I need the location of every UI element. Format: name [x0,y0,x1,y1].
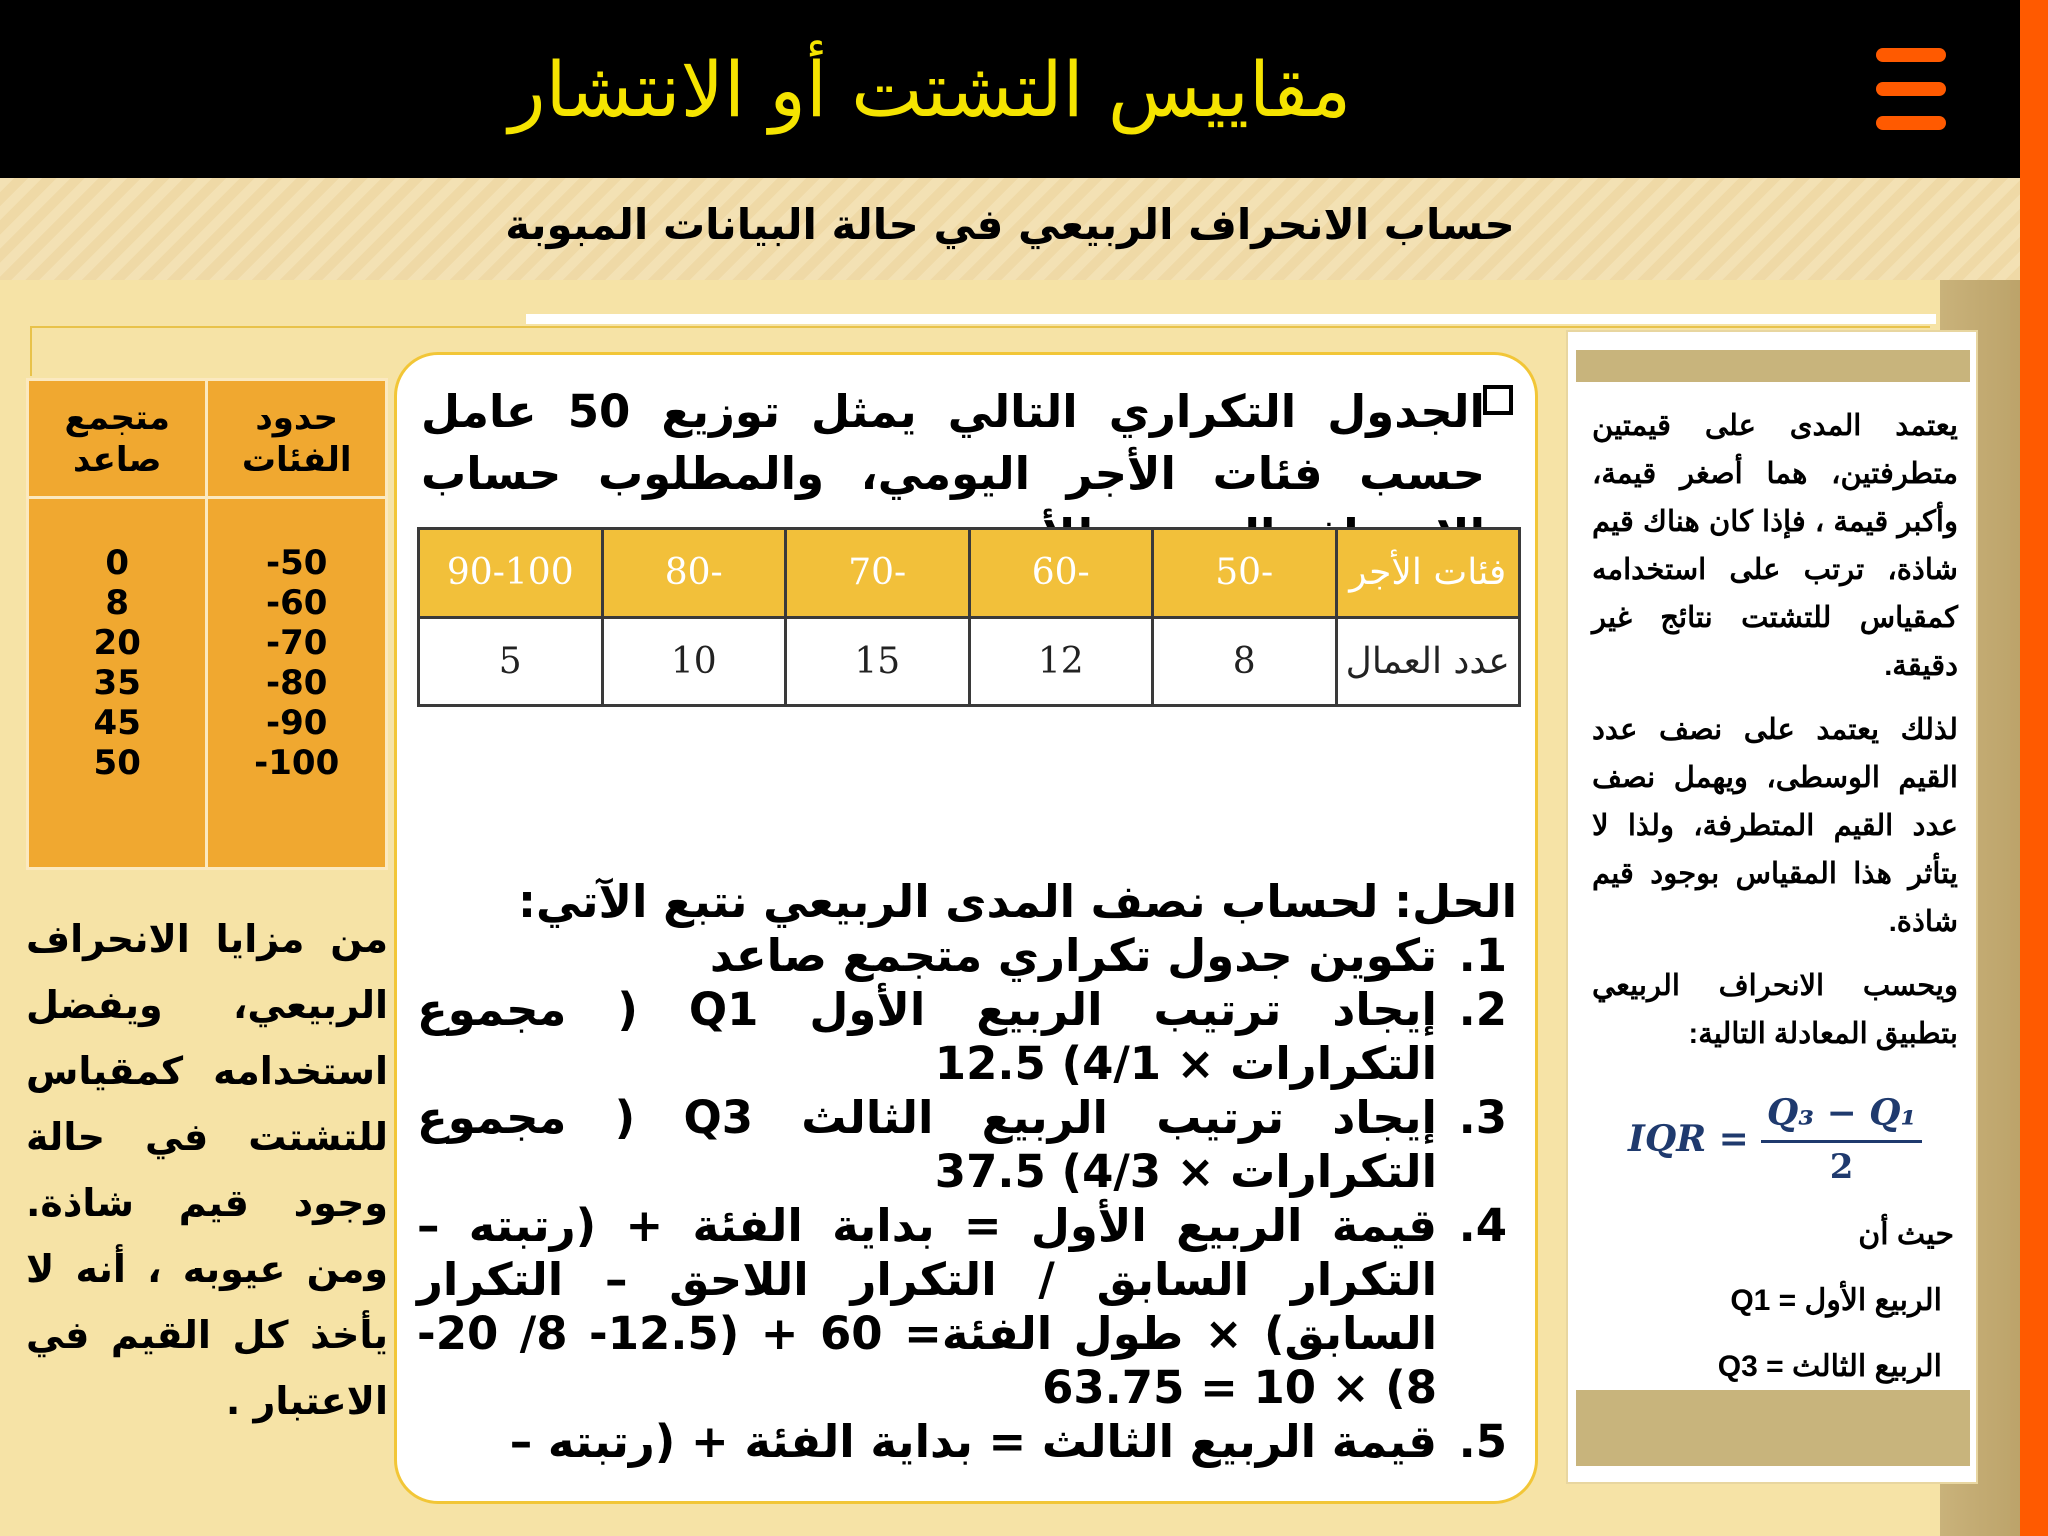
iqr-formula [1628,1084,1948,1194]
solution-intro: الحل: لحساب نصف المدى الربيعي نتبع الآتي: [518,875,1517,928]
class-limit: -100 [254,743,340,783]
class-limit: -50 [265,543,328,583]
ascending-value: 20 [93,623,141,663]
header-class-limits: حدود الفئات [207,380,387,498]
wage-class-cell: 80- [602,529,786,618]
example-card [394,352,1538,1504]
solution-step: 4. قيمة الربيع الأول = بداية الفئة + (رتبته – التكرار السابق / التكرار اللاحق – التكرار السابق) × طول الفئة= 60 + (12.5- 8/ 20-8) × 10 = 63.75 [417,1199,1443,1415]
slide-title: مقاييس التشتت أو الانتشار [508,44,1352,134]
solution-block [417,875,1517,1469]
outline-line-left [30,326,32,376]
advantages-text: من مزايا الانحراف الربيعي، ويفضل استخدامه كمقياس للتشتت في حالة وجود قيم شاذة. ومن عيوبه ، أنه لا يأخذ كل القيم في الاعتبار . [26,917,388,1423]
formula-denominator: 2 [1829,1146,1854,1187]
worker-count-cell: 12 [969,617,1153,706]
ascending-value: 8 [105,583,130,623]
class-limit: -80 [265,663,328,703]
hamburger-icon[interactable] [1876,48,1946,130]
slide-subtitle: حساب الانحراف الربيعي في حالة البيانات المبوبة [505,199,1515,249]
class-limit: -70 [265,623,328,663]
worker-count-cell: 15 [786,617,970,706]
class-limits-column [207,498,387,869]
explanation-text [1592,402,1958,1074]
accent-edge [2020,0,2048,1536]
cumulative-table [26,378,388,870]
wage-table [417,527,1521,707]
explanation-paragraph: يعتمد المدى على قيمتين متطرفتين، هما أصغر قيمة، وأكبر قيمة ، فإذا كان هناك قيم شاذة، ترتب على استخدامه كمقياس للتشتت نتائج غير دقيقة. [1592,410,1958,682]
solution-steps [417,929,1517,1469]
ascending-value: 50 [93,743,141,783]
explanation-paragraph: ويحسب الانحراف الربيعي بتطبيق المعادلة التالية: [1592,970,1958,1050]
worker-count-cell: 8 [1153,617,1337,706]
wage-header-label: فئات الأجر [1336,529,1520,618]
checkbox-bullet-icon [1483,385,1513,415]
ascending-value: 45 [93,703,141,743]
formula-numerator: Q₃ − Q₁ [1761,1092,1922,1143]
explanation-panel [1566,330,1978,1484]
solution-step: 2. إيجاد ترتيب الربيع الأول Q1 ( مجموع التكرارات × 4/1) 12.5 [417,983,1443,1091]
worker-row-label: عدد العمال [1336,617,1520,706]
q1-definition: الربيع الأول = Q1 [1730,1284,1942,1317]
ascending-value: 0 [105,543,130,583]
class-limit: -90 [265,703,328,743]
panel-bar-bottom [1576,1390,1970,1466]
solution-step: 1. تكوين جدول تكراري متجمع صاعد [417,929,1443,983]
formula-fraction [1761,1092,1922,1187]
worker-count-cell: 5 [419,617,603,706]
divider-line [526,314,1936,324]
class-limit: -60 [265,583,328,623]
problem-statement: الجدول التكراري التالي يمثل توزيع 50 عامل حسب فئات الأجر اليومي، والمطلوب حساب [421,385,1485,500]
formula-lhs: IQR = [1628,1118,1749,1160]
solution-step: 3. إيجاد ترتيب الربيع الثالث Q3 ( مجموع التكرارات × 4/3) 37.5 [417,1091,1443,1199]
explanation-paragraph: لذلك يعتمد على نصف عدد القيم الوسطى، ويهمل نصف عدد القيم المتطرفة، ولذا لا يتأثر هذا المقياس بوجود قيم شاذة. [1592,714,1958,938]
wage-class-cell: 90-100 [419,529,603,618]
worker-count-cell: 10 [602,617,786,706]
panel-bar-top [1576,350,1970,382]
ascending-value: 35 [93,663,141,703]
formula-legend [1592,1202,1958,1400]
ascending-column [28,498,207,869]
solution-step: 5. قيمة الربيع الثالث = بداية الفئة + (رتبته – [417,1415,1443,1469]
q3-definition: الربيع الثالث = Q3 [1717,1350,1942,1383]
wage-class-cell: 70- [786,529,970,618]
wage-class-cell: 50- [1153,529,1337,618]
where-label: حيث أن [1858,1218,1954,1251]
header-ascending: متجمع صاعد [28,380,207,498]
outline-line [30,326,1930,328]
wage-class-cell: 60- [969,529,1153,618]
